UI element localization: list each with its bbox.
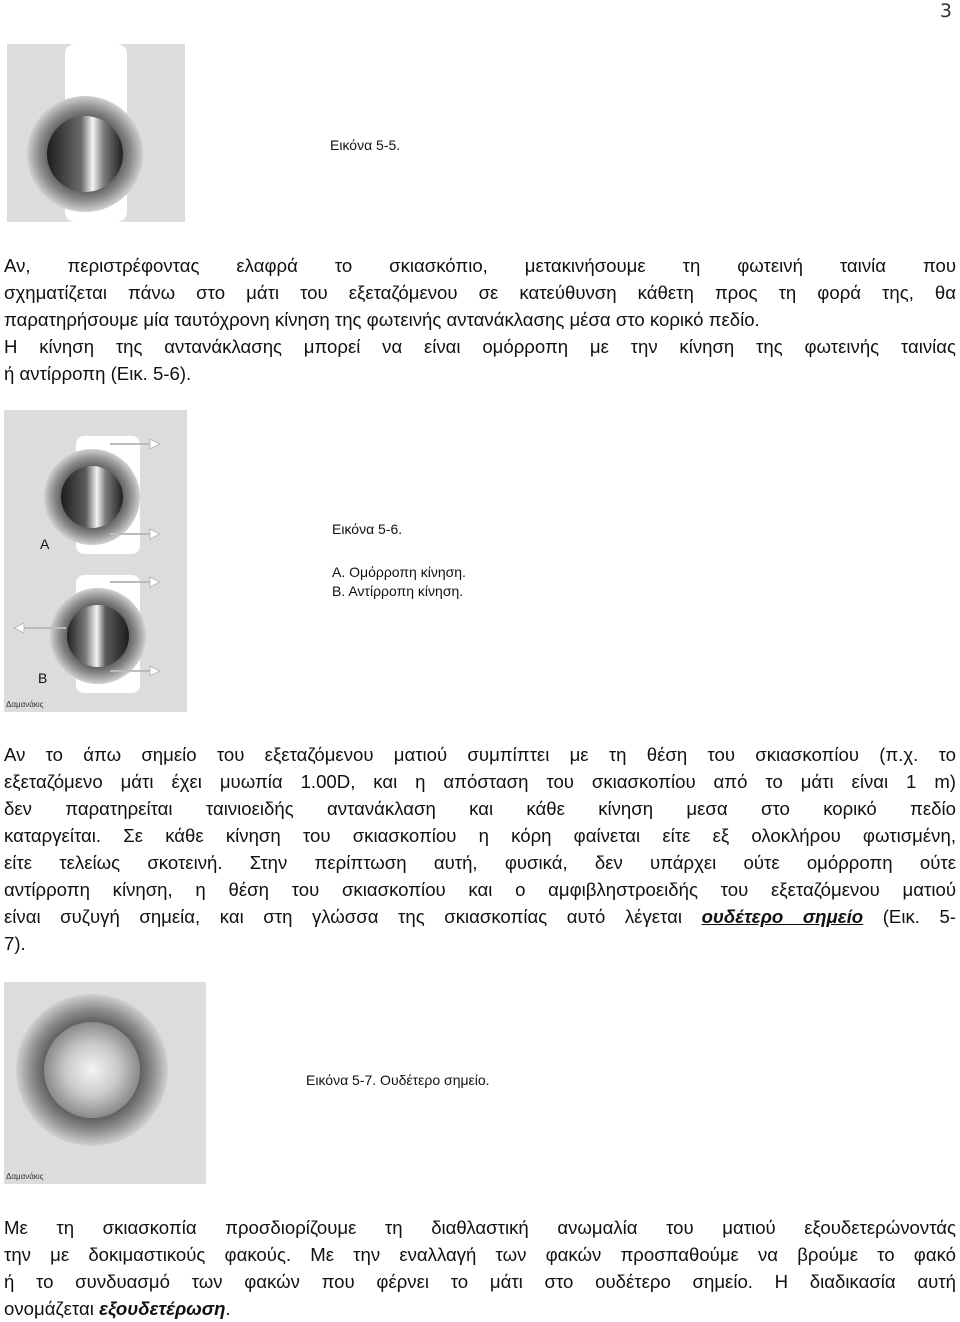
paragraph-line: αντίρροπη κίνηση, η θέση του σκιασκοπίου και ο αμφιβληστροειδής του εξεταζόμενου ματιού [4,879,956,900]
text-span: είναι συζυγή σημεία, και στη γλώσσα της σκιασκοπίας αυτό λέγεται [4,906,702,927]
figure-5-7-caption: Εικόνα 5-7. Ουδέτερο σημείο. [306,1072,490,1088]
paragraph-line: καταργείται. Σε κάθε κίνηση του σκιασκοπίου η κόρη φαίνεται είτε εξ ολοκλήρου φωτισμένη, [4,825,956,846]
paragraph-line: ή το συνδυασμό των φακών που φέρνει το μάτι στο ουδέτερο σημείο. Η διαδικασία αυτή [4,1271,956,1292]
paragraph-line [4,1295,956,1322]
figure-5-5-caption: Εικόνα 5-5. [330,137,401,153]
figure-5-7 [4,982,206,1184]
neutral-point-illustration [4,982,206,1184]
eye-illustration [7,44,185,222]
emphasized-term: εξουδετέρωση [99,1298,226,1319]
paragraph-line: Με τη σκιασκοπία προσδιορίζουμε τη διαθλαστική ανωμαλία του ματιού εξουδετερώνοντάς [4,1217,956,1238]
figure-5-5 [7,44,185,222]
figure-label-a: Α [40,536,50,552]
paragraph-line: εξεταζόμενο μάτι έχει μυωπία 1.00D, και η απόσταση του σκιασκοπίου από το μάτι είναι 1 m) [4,771,956,792]
text-span: . [225,1298,231,1319]
paragraph-line: σχηματίζεται πάνω στο μάτι του εξεταζόμενου σε κατεύθυνση κάθετη προς τη φορά της, θα [4,282,956,303]
paragraph-line: Αν το άπω σημείο του εξεταζόμενου ματιού συμπίπτει με τη θέση του σκιασκοπίου (π.χ. το [4,744,956,765]
figure-5-6-caption [332,520,466,601]
page-number: 3 [939,0,952,22]
paragraph-line: Αν, περιστρέφοντας ελαφρά το σκιασκόπιο, μετακινήσουμε τη φωτεινή ταινία που [4,255,956,276]
paragraph-line: είτε τελείως σκοτεινή. Στην περίπτωση αυτή, φυσικά, δεν υπάρχει ούτε ομόρροπη ούτε [4,852,956,873]
text-span: ονομάζεται [4,1298,100,1319]
emphasized-term: ουδέτερο σημείο [701,906,864,927]
figure-caption-b: Β. Αντίρροπη κίνηση. [332,583,464,599]
paragraph-line: παρατηρήσουμε μία ταυτόχρονη κίνηση της φωτεινής αντανάκλασης μέσα στο κορικό πεδίο. [4,309,760,330]
text-span: (Εικ. 5- [863,906,956,927]
paragraph-1 [4,252,956,387]
paragraph-line: ή αντίρροπη (Εικ. 5-6). [4,363,192,384]
figure-5-6 [4,410,187,712]
motion-illustration [4,410,187,712]
artist-signature: Δαμανάκις [6,1172,44,1181]
figure-caption-a: Α. Ομόρροπη κίνηση. [332,564,466,580]
figure-caption-title: Εικόνα 5-6. [332,521,403,537]
paragraph-3 [4,1214,956,1322]
paragraph-line [4,903,956,930]
artist-signature: Δαμανάκις [6,700,44,709]
paragraph-line: Η κίνηση της αντανάκλασης μπορεί να είναι ομόρροπη με την κίνηση της φωτεινής ταινίας [4,336,956,357]
paragraph-line: την με δοκιμαστικούς φακούς. Με την εναλλαγή των φακών προσπαθούμε να βρούμε το φακό [4,1244,956,1265]
paragraph-2 [4,741,956,957]
paragraph-line: 7). [4,933,26,954]
figure-label-b: Β [38,670,48,686]
paragraph-line: δεν παρατηρείται ταινιοειδής αντανάκλαση και κάθε κίνηση μεσα στο κορικό πεδίο [4,798,956,819]
